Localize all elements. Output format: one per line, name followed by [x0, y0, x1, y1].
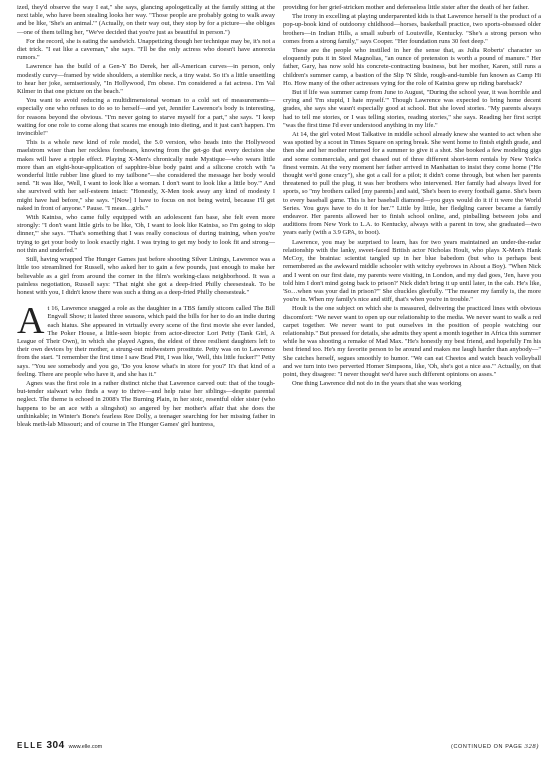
paragraph-text: At 14, the girl voted Most Talkative in middle school already knew she wanted to act when she was spotted by a scout in Times Square on spring break. She went home to finish eighth grade, and then she and her mother returned for a summer to give it a shot. She booked a few modeling gigs and some commercials, and got chased out of three different short-term rentals by New York's finest vermin. At the very moment her father arrived in Manhattan to insist they come home ("He thought we'd gone crazy"), she got a call for a pilot; it didn't come through, but when her parents threatened to pull the plug, it was her brothers who intervened. Her family had always lived for sports, so "my brothers called [my parents] and said, 'She's been to every football game. She's been to every baseball game. This is her baseball diamond—you guys would do it if it were the World Series. You guys have to do it for her.'" Little by little, her fledgling career became a family endeavor. Her parents allowed her to finish school online, and, pinballing between jobs and auditions from New York to L.A. to Kentucky, always with a parent in tow, she graduated—two years early (with a 3.9 GPA, to boot).	[283, 131, 541, 237]
paragraph-text: You want to avoid reducing a multidimensional woman to a cold set of measurements—especially one who refuses to do so to herself—and yet, Jennifer Lawrence's body is interesting, for reasons beyond the obvious. "I'm never going to starve myself for a part," she says. "I keep waiting for one role to come along that scares me enough into dieting, and it just can't happen. I'm invincible!"	[17, 97, 275, 138]
article-paragraph	[17, 300, 275, 379]
article-paragraph	[283, 305, 541, 379]
left-column	[17, 4, 275, 430]
folio	[17, 740, 102, 751]
paragraph-text: Lawrence, you may be surprised to learn, has for two years maintained an under-the-radar relationship with the lanky, sweet-faced British actor Nicholas Hoult, who plays X-Men's Hank McCoy, the brainiac scientist tangled up in her blue babedom (but who is perhaps best remembered as the awkward middle schooler with witchy eyebrows in About a Boy). "When Nick and I went on our first date, my parents were visiting, in London, and my dad goes, 'Jen, have you told him I don't mind going back to prison?' Nick didn't bring it up until later, in the cab. He's like, 'So…when was your dad in prison?'" She chuckles gleefully. "The meaner my family is, the more you're in. When my family's nice and stiff, that's when you're in trouble."	[283, 238, 541, 304]
paragraph-text: The irony in excelling at playing underparented kids is that Lawrence herself is the product of a pop-up-book kind of outdoorsy childhood—horses, basketball practice, two sports-obsessed older brothers—in Indian Hills, a small suburb of Louisville, Kentucky. "She's a strong person who comes from a strong family," says Cooper. "Her foundation runs 30 feet deep."	[283, 13, 541, 45]
article-paragraph	[17, 63, 275, 96]
article-paragraph	[283, 4, 541, 12]
continued-label: (CONTINUED ON PAGE	[451, 744, 523, 750]
paragraph-text: These are the people who instilled in her the sense that, as Julia Roberts' character so eloquently puts it in Steel Magnolias, "an ounce of pretension is worth a pound of manure." Her father, Gary, has now sold his concrete-contracting business, but her mother, Karen, still runs a children's summer camp, a bastion of the Slip 'N Slide, rough-and-tumble fun known as Camp Hi Ho. How many of the other actresses vying for the role of Katniss grew up riding bareback?	[283, 47, 541, 87]
article-paragraph	[17, 214, 275, 255]
article-paragraph	[283, 13, 541, 46]
paragraph-text: One thing Lawrence did not do in the years that she was working	[292, 380, 462, 388]
page-footer	[17, 739, 539, 751]
article-paragraph	[283, 131, 541, 238]
article-paragraph	[17, 97, 275, 138]
article-paragraph	[17, 380, 275, 429]
page-number: 304	[46, 740, 65, 751]
article-paragraph	[283, 47, 541, 88]
paragraph-text: t 16, Lawrence snagged a role as the daughter in a TBS family sitcom called The Bill Engvall Show; it lasted three seasons, which paid the bills for her to do an indie during each hiatus. She appeared in virtually every scene of the first movie she ever landed, The Poker House, a little-seen biopic from actor-director Lori Petty (Tank Girl, A League of Their Own), in which she played Agnes, the eldest of three resilient daughters left to their own devices by their mother, a strung-out midwestern prostitute. Petty was on to Lawrence from the start. "I remember the first time I saw Brad Pitt, I was like, 'Well, this little fucker!'" Petty says. "You see somebody and you go, 'Do you know what's in store for you?' It's that kind of a feeling. There are people who have it, and she has it."	[17, 305, 275, 378]
paragraph-text: providing for her grief-stricken mother and defenseless little sister after the death of her father.	[283, 4, 530, 11]
website-url: www.elle.com	[68, 744, 103, 750]
article-paragraph	[283, 239, 541, 305]
paragraph-text: Lawrence has the build of a Gen-Y Bo Derek, her all-American curves—in person, only modestly curvy—framed by wide shoulders, a stemlike neck, a tiny waist. So it's a little unsettling to hear her joke, semiseriously, "In Hollywood, I'm obese. I'm considered a fat actress. I'm Val Kilmer in that one picture on the beach."	[17, 63, 275, 96]
article-paragraph	[17, 38, 275, 63]
paragraph-text: Hoult is the one subject on which she is measured, delivering the practiced lines with obvious discomfort: "We never want to open up our relationship to the media. We never want to walk a red carpet together. We never want to put ourselves in the position of people watching our relationship." But pressed for details, she admits they spent a month together in Africa this summer while he was shooting a remake of Mad Max. "He's honestly my best friend, and hopefully I'm his best friend too. He's my favorite person to be around and makes me laugh harder than anybody—" She catches herself, segues smoothly to humor. "We can eat Cheetos and watch beach volleyball and we turn into two perverted Homer Simpsons, like, 'Oh, she's got a nice ass.'" Actually, on that point, they disagree: "I never thought we'd have such different opinions on asses."	[283, 305, 541, 378]
article-paragraph	[17, 4, 275, 37]
article-paragraph	[17, 256, 275, 297]
paragraph-text: But if life was summer camp from June to August, "During the school year, it was horrible and crying and 'I'm stupid, I hate myself.'" Though Lawrence was expected to bring home decent grades, she says she wasn't especially good at school. But she loved stories. "My parents always had to tell me stories, or I was telling stories, reading stories," she says. Reading her first script "was the first time I'd ever understood anything in my life."	[283, 89, 541, 129]
article-paragraph	[283, 89, 541, 130]
paragraph-text: With Katniss, who came fully equipped with an adolescent fan base, she felt even more strongly: "I don't want little girls to be like, 'Oh, I want to look like Katniss, so I'm going to skip dinner,'" she says. "That's something that I was really conscious of during training, when you're trying to get your body to look exactly right. I was trying to get my body to look fit and strong—not thin and underfed."	[17, 214, 275, 254]
paragraph-text: ized, they'd observe the way I eat," she says, glancing apologetically at the family sitting at the next table, who have been stealing looks her way. "Those people are probably going to walk away and be like, 'She's an animal.'" (Actually, on their way out, they stop by for a picture—she obliges—one of them telling her, "We've decided that you're just as beautiful in person.")	[17, 4, 275, 36]
continued-note	[451, 743, 539, 750]
continued-page: 328)	[524, 743, 539, 750]
paragraph-text: This is a whole new kind of role model, the 5.0 version, who heads into the Hollywood maelstrom wiser than her reckless forebears, knowing from the get-go that every decision she makes will have a ripple effect. Playing X-Men's chronically nude Mystique—who wears little more than an eight-hour-application of sapphire-blue body paint and a silicone crotch with "a wonderful little rubber line glued to my tailbone"—she considered the message her body would send. "It was like, 'Well, I want to look like a woman. I don't want to look like a little boy.'" And she survived with her self-esteem intact: "Honestly, X-Men took away any kind of modesty I might have had before," she says. "[Now] I have to focus on not being weird, because I'll get naked in front of anyone." Pause. "I mean…girls."	[17, 139, 275, 212]
article-paragraph	[17, 139, 275, 213]
right-column	[283, 4, 541, 389]
paragraph-text: Still, having wrapped The Hunger Games just before shooting Silver Linings, Lawrence was a little too streamlined for Russell, who asked her to gain a few pounds, just enough to make her believable as a girl from around the corner in the film's working-class neighborhood. It was a painless negotiation, Russell says: "That night she got a deep-fried Philly cheesesteak. To be honest with you, I didn't know there was such a thing as a deep-fried Philly cheesesteak."	[17, 256, 275, 296]
drop-cap: A	[17, 300, 45, 343]
paragraph-text: Agnes was the first role in a rather distinct niche that Lawrence carved out: that of the tough-but-tender stalwart who finds a way to thrive—and help raise her siblings—despite parental neglect. The theme is echoed in 2008's The Burning Plain, in her stoic, resentful older sister (who happens to be an ace with a slingshot) so angered by her mother's affair that she does the unthinkable; in Winter's Bone's fearless Ree Dolly, a teenager searching for her missing father in bleak meth-lab Missouri; and of course in The Hunger Games' girl huntress,	[17, 379, 275, 428]
paragraph-text: For the record, she is eating the sandwich. Unappetizing though her technique may be, it's not a diet trick. "I eat like a caveman," she says. "I'll be the only actress who doesn't have anorexia rumors."	[17, 37, 275, 62]
article-paragraph	[283, 380, 541, 388]
magazine-brand: ELLE	[17, 741, 44, 750]
